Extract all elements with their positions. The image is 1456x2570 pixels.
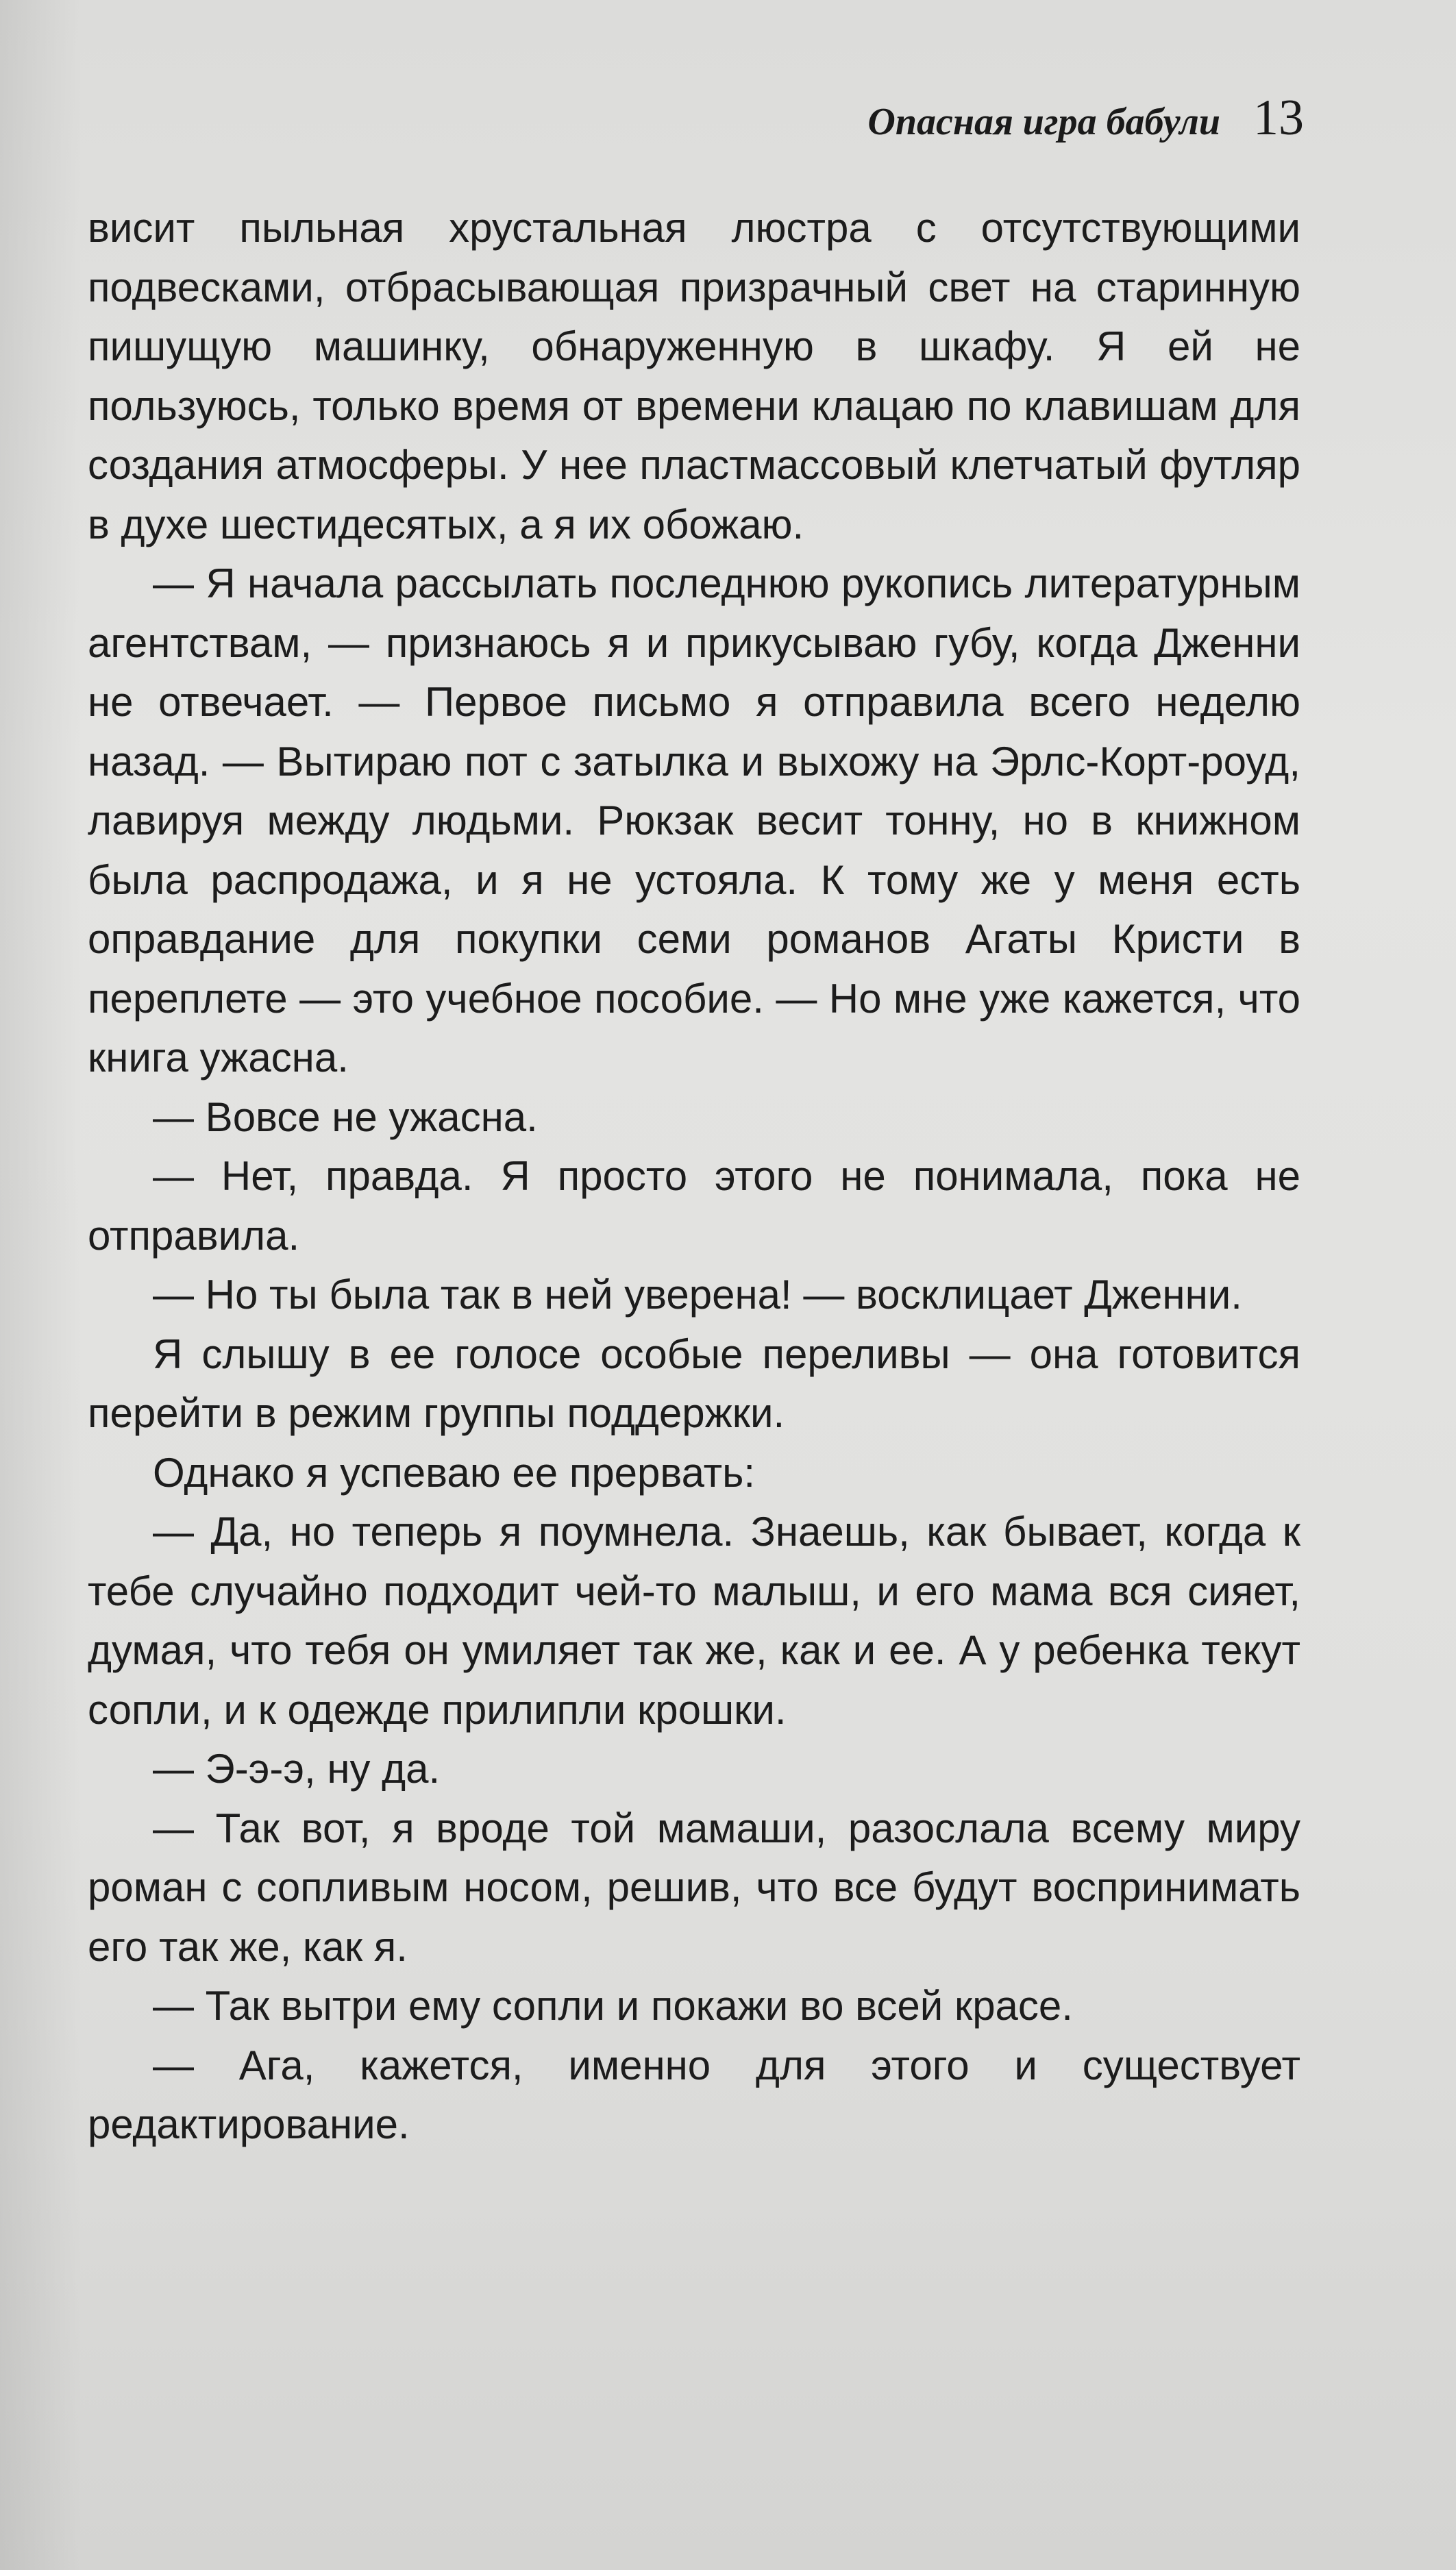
running-head	[867, 89, 1304, 147]
paragraph: — Ага, кажется, именно для этого и существует редактирование.	[88, 2042, 1300, 2147]
paragraph: — Но ты была так в ней уверена! — восклицает Дженни.	[153, 1272, 1242, 1318]
paragraph: — Я начала рассылать последнюю рукопись литературным агентствам, — признаюсь я и прикусываю губу, когда Дженни не отвечает. — Первое письмо я отправила всего неделю назад. — Вытираю пот с затылка и выхожу на Эрлс-Корт-роуд, лавируя между людьми. Рюкзак весит тонну, но в книжном была распродажа, и я не устояла. К тому же у меня есть оправдание для покупки семи романов Агаты Кристи в переплете — это учебное пособие. — Но мне уже кажется, что книга ужасна.	[88, 560, 1300, 1080]
paragraph: — Так вот, я вроде той мамаши, разослала всему миру роман с сопливым носом, решив, что все будут воспринимать его так же, как я.	[88, 1805, 1300, 1970]
paragraph: — Э-э-э, ну да.	[153, 1746, 441, 1792]
paragraph: Я слышу в ее голосе особые переливы — она готовится перейти в режим группы поддержки.	[88, 1331, 1300, 1436]
body-text	[88, 199, 1300, 2155]
book-title: Опасная игра бабули	[867, 101, 1220, 143]
paragraph: — Вовсе не ужасна.	[153, 1094, 538, 1140]
paragraph: — Нет, правда. Я просто этого не понимала, пока не отправила.	[88, 1153, 1300, 1259]
paragraph: — Да, но теперь я поумнела. Знаешь, как бывает, когда к тебе случайно подходит чей-то малыш, и его мама вся сияет, думая, что тебя он умиляет так же, как и ее. А у ребенка текут сопли, и к одежде прилипли крошки.	[88, 1509, 1300, 1733]
paragraph: висит пыльная хрустальная люстра с отсутствующими подвесками, отбрасывающая призрачный свет на старинную пишущую машинку, обнаруженную в шкафу. Я ей не пользуюсь, только время от времени клацаю по клавишам для создания атмосферы. У нее пластмассовый клетчатый футляр в духе шестидесятых, а я их обожаю.	[88, 205, 1300, 547]
page-number: 13	[1253, 90, 1304, 146]
paragraph: — Так вытри ему сопли и покажи во всей красе.	[153, 1983, 1073, 2029]
paragraph: Однако я успеваю ее прервать:	[153, 1449, 756, 1496]
page-shadow	[0, 0, 82, 2570]
